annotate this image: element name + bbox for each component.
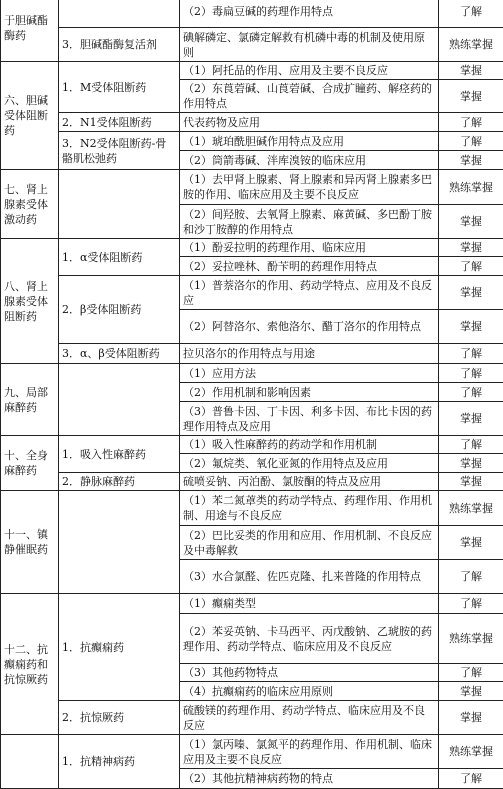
- level-cell: 掌握: [439, 310, 503, 344]
- content-cell: 代表药物及应用: [180, 113, 439, 132]
- content-cell: （2）苯妥英钠、卡马西平、丙戊酸钠、乙琥胺的药理作用、药动学特点、临床应用及不良反应: [180, 614, 439, 664]
- level-cell: 掌握: [439, 80, 503, 113]
- content-cell: （2）阿替洛尔、索他洛尔、醋丁洛尔的作用特点: [180, 310, 439, 344]
- content-cell: （2）间羟胺、去氧肾上腺素、麻黄碱、多巴酚丁胺和沙丁胺醇的作用特点: [180, 205, 439, 239]
- element-cell: [59, 364, 180, 436]
- level-cell: 掌握: [439, 205, 503, 239]
- level-cell: 掌握: [439, 701, 503, 735]
- unit-cell: 十、全身麻醉药: [1, 436, 59, 491]
- content-cell: （2）筒箭毒碱、泮库溴铵的临床应用: [180, 151, 439, 170]
- content-cell: （1）应用方法: [180, 364, 439, 383]
- table-row: [1, 239, 503, 257]
- level-cell: 掌握: [439, 239, 503, 257]
- level-cell: 了解: [439, 0, 503, 28]
- content-cell: （2）氟烷类、氧化亚氮的作用特点及应用: [180, 454, 439, 473]
- table-row: [1, 701, 503, 735]
- element-cell: 2．抗惊厥药: [59, 701, 180, 735]
- content-cell: （1）酚妥拉明的药理作用、临床应用: [180, 239, 439, 257]
- level-cell: 了解: [439, 132, 503, 151]
- content-cell: 拉贝洛尔的作用特点与用途: [180, 344, 439, 364]
- unit-cell: 十一、镇静催眠药: [1, 491, 59, 594]
- content-cell: （3）水合氯醛、佐匹克隆、扎来普隆的作用特点: [180, 560, 439, 594]
- element-cell: 1．抗癫痫药: [59, 594, 180, 701]
- unit-cell: 十二、抗癫痫药和抗惊厥药: [1, 594, 59, 735]
- element-cell: 2．β受体阻断药: [59, 276, 180, 344]
- table-row: [1, 113, 503, 132]
- table-row: [1, 0, 503, 28]
- level-cell: 了解: [439, 344, 503, 364]
- table-row: [1, 473, 503, 491]
- content-cell: （1）氯丙嗪、氯氮平的药理作用、作用机制、临床应用及主要不良反应: [180, 735, 439, 769]
- table-row: [1, 132, 503, 151]
- level-cell: 掌握: [439, 473, 503, 491]
- level-cell: 掌握: [439, 402, 503, 436]
- level-cell: 了解: [439, 664, 503, 682]
- content-cell: （3）其他药物特点: [180, 664, 439, 682]
- level-cell: 了解: [439, 594, 503, 614]
- content-cell: （2）毒扁豆碱的药理作用特点: [180, 0, 439, 28]
- syllabus-table-body: [1, 0, 503, 789]
- level-cell: 了解: [439, 560, 503, 594]
- content-cell: （1）琥珀酰胆碱作用特点及应用: [180, 132, 439, 151]
- level-cell: 掌握: [439, 454, 503, 473]
- level-cell: 了解: [439, 383, 503, 402]
- content-cell: （4）抗癫痫药的临床应用原则: [180, 682, 439, 701]
- content-cell: （1）普萘洛尔的作用、药动学特点、应用及不良反应: [180, 276, 439, 310]
- unit-cell: 八、肾上腺素受体阻断药: [1, 239, 59, 364]
- level-cell: 掌握: [439, 276, 503, 310]
- element-cell: [59, 170, 180, 239]
- level-cell: 了解: [439, 364, 503, 383]
- level-cell: 熟练掌握: [439, 735, 503, 769]
- table-row: [1, 436, 503, 454]
- table-row: [1, 491, 503, 526]
- content-cell: （1）阿托品的作用、应用及主要不良反应: [180, 62, 439, 80]
- level-cell: 熟练掌握: [439, 28, 503, 62]
- level-cell: 了解: [439, 436, 503, 454]
- content-cell: （2）作用机制和影响因素: [180, 383, 439, 402]
- level-cell: 掌握: [439, 526, 503, 560]
- content-cell: （2）其他抗精神病药物的特点: [180, 769, 439, 789]
- level-cell: 了解: [439, 257, 503, 276]
- content-cell: 硫酸镁的药理作用、药动学特点、临床应用及不良反应: [180, 701, 439, 735]
- content-cell: （2）巴比妥类的作用和应用、作用机制、不良反应及中毒解救: [180, 526, 439, 560]
- element-cell: 1．抗精神病药: [59, 735, 180, 789]
- level-cell: 了解: [439, 113, 503, 132]
- level-cell: 熟练掌握: [439, 614, 503, 664]
- content-cell: 碘解磷定、氯磷定解救有机磷中毒的机制及使用原则: [180, 28, 439, 62]
- level-cell: 熟练掌握: [439, 491, 503, 526]
- table-row: [1, 28, 503, 62]
- table-row: [1, 344, 503, 364]
- level-cell: 掌握: [439, 682, 503, 701]
- table-row: [1, 735, 503, 769]
- content-cell: 硫喷妥钠、丙泊酚、氯胺酮的特点及应用: [180, 473, 439, 491]
- element-cell: 1．α受体阻断药: [59, 239, 180, 276]
- element-cell: 3．α、β受体阻断药: [59, 344, 180, 364]
- table-row: [1, 62, 503, 80]
- content-cell: （3）普鲁卡因、丁卡因、利多卡因、布比卡因的药理作用特点及应用: [180, 402, 439, 436]
- content-cell: （1）苯二氮䓬类的药动学特点、药理作用、作用机制、用途与不良反应: [180, 491, 439, 526]
- level-cell: 掌握: [439, 62, 503, 80]
- content-cell: （1）癫痫类型: [180, 594, 439, 614]
- element-cell: 2．N1受体阻断药: [59, 113, 180, 132]
- level-cell: 熟练掌握: [439, 170, 503, 205]
- element-cell: 2．静脉麻醉药: [59, 473, 180, 491]
- element-cell: [59, 0, 180, 28]
- table-row: [1, 594, 503, 614]
- element-cell: 3．N2受体阻断药-骨骼肌松弛药: [59, 132, 180, 170]
- unit-cell: 七、肾上腺素受体激动药: [1, 170, 59, 239]
- content-cell: （2）妥拉唑林、酚苄明的药理作用特点: [180, 257, 439, 276]
- element-cell: 1．M受体阻断药: [59, 62, 180, 113]
- table-row: [1, 364, 503, 383]
- unit-cell: 九、局部麻醉药: [1, 364, 59, 436]
- content-cell: （1）吸入性麻醉药的药动学和作用机制: [180, 436, 439, 454]
- content-cell: （2）东莨菪碱、山莨菪碱、合成扩瞳药、解痉药的作用特点: [180, 80, 439, 113]
- table-row: [1, 276, 503, 310]
- unit-cell: [1, 735, 59, 789]
- element-cell: 1．吸入性麻醉药: [59, 436, 180, 473]
- content-cell: （1）去甲肾上腺素、肾上腺素和异丙肾上腺素多巴胺的作用、临床应用及主要不良反应: [180, 170, 439, 205]
- element-cell: [59, 491, 180, 594]
- level-cell: 掌握: [439, 151, 503, 170]
- table-row: [1, 170, 503, 205]
- element-cell: 3．胆碱酯酶复活剂: [59, 28, 180, 62]
- unit-cell: 六、胆碱受体阻断药: [1, 62, 59, 170]
- unit-cell: 于胆碱酯酶药: [1, 0, 59, 62]
- level-cell: 了解: [439, 769, 503, 789]
